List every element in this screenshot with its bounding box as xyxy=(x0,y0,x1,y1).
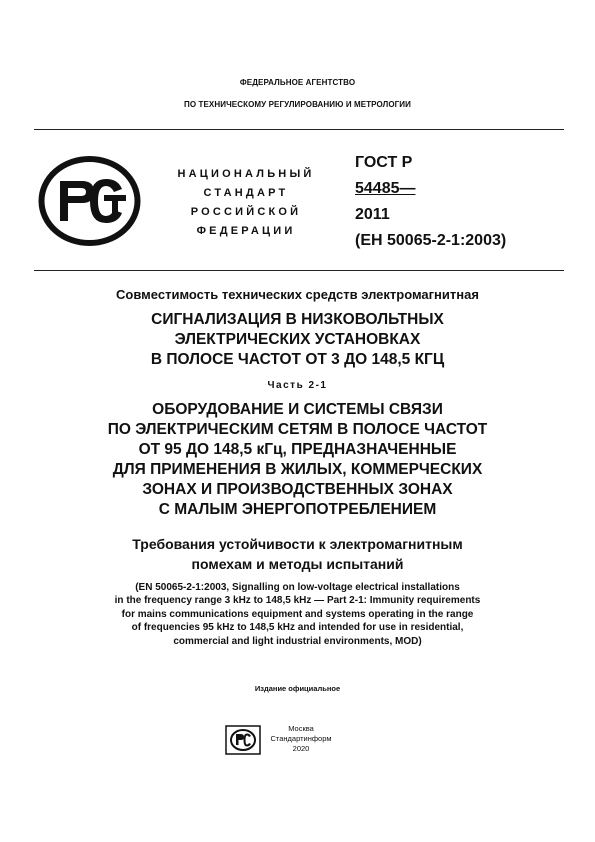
requirements-title xyxy=(0,534,595,574)
part-title-line: ПО ЭЛЕКТРИЧЕСКИМ СЕТЯМ В ПОЛОСЕ ЧАСТОТ xyxy=(107,421,488,438)
national-standard-line: ФЕДЕРАЦИИ xyxy=(196,225,296,237)
part-title-line: ДЛЯ ПРИМЕНЕНИЯ В ЖИЛЫХ, КОММЕРЧЕСКИХ xyxy=(112,461,483,478)
part-title xyxy=(0,400,595,520)
publisher-year: 2020 xyxy=(292,744,310,753)
rst-standard-logo-icon xyxy=(38,155,141,247)
standartinform-logo-icon xyxy=(225,725,261,755)
publisher-info xyxy=(270,724,332,754)
standard-designation xyxy=(355,150,506,254)
designation-equivalent: (ЕН 50065-2-1:2003) xyxy=(355,232,507,249)
part-label: Часть 2-1 xyxy=(267,380,328,391)
top-divider xyxy=(34,129,564,130)
designation-number: 54485— xyxy=(355,180,416,197)
part-title-line: С МАЛЫМ ЭНЕРГОПОТРЕБЛЕНИЕМ xyxy=(158,501,437,518)
requirements-line: Требования устойчивости к электромагнитным xyxy=(132,536,463,552)
national-standard-line: СТАНДАРТ xyxy=(203,187,289,199)
requirements-line: помехам и методы испытаний xyxy=(191,556,404,572)
national-standard-line: РОССИЙСКОЙ xyxy=(190,206,302,218)
national-standard-line: НАЦИОНАЛЬНЫЙ xyxy=(177,168,315,180)
main-title-line: В ПОЛОСЕ ЧАСТОТ ОТ 3 ДО 148,5 КГЦ xyxy=(150,351,445,368)
agency-line-2: ПО ТЕХНИЧЕСКОМУ РЕГУЛИРОВАНИЮ И МЕТРОЛОГИИ xyxy=(183,100,412,109)
national-standard-label xyxy=(166,165,326,241)
designation-year: 2011 xyxy=(355,206,390,223)
main-title-line: ЭЛЕКТРИЧЕСКИХ УСТАНОВКАХ xyxy=(174,331,421,348)
publisher-city: Москва xyxy=(288,724,314,733)
english-title-line: for mains communications equipment and systems operating in the range xyxy=(121,608,474,620)
main-title xyxy=(0,310,595,370)
english-title-line: (EN 50065-2-1:2003, Signalling on low-voltage electrical installations xyxy=(135,582,460,593)
part-title-line: ЗОНАХ И ПРОИЗВОДСТВЕННЫХ ЗОНАХ xyxy=(142,481,453,498)
english-title-line: of frequencies 95 kHz to 148,5 kHz and intended for use in residential, xyxy=(131,622,464,634)
english-title-line: in the frequency range 3 kHz to 148,5 kHz — Part 2-1: Immunity requirements xyxy=(114,595,481,607)
part-title-line: ОБОРУДОВАНИЕ И СИСТЕМЫ СВЯЗИ xyxy=(152,401,443,418)
designation-prefix: ГОСТ Р xyxy=(355,154,413,171)
part-title-line: ОТ 95 ДО 148,5 кГц, ПРЕДНАЗНАЧЕННЫЕ xyxy=(138,441,457,458)
agency-line-1: ФЕДЕРАЛЬНОЕ АГЕНТСТВО xyxy=(239,78,356,87)
english-title xyxy=(0,581,595,648)
middle-divider xyxy=(34,270,564,271)
english-title-line: commercial and light industrial environments, MOD) xyxy=(173,635,422,647)
edition-note: Издание официальное xyxy=(254,684,341,693)
publisher-name: Стандартинформ xyxy=(270,734,332,743)
main-title-line: СИГНАЛИЗАЦИЯ В НИЗКОВОЛЬТНЫХ xyxy=(151,311,444,328)
subject-line: Совместимость технических средств электромагнитная xyxy=(116,287,479,302)
